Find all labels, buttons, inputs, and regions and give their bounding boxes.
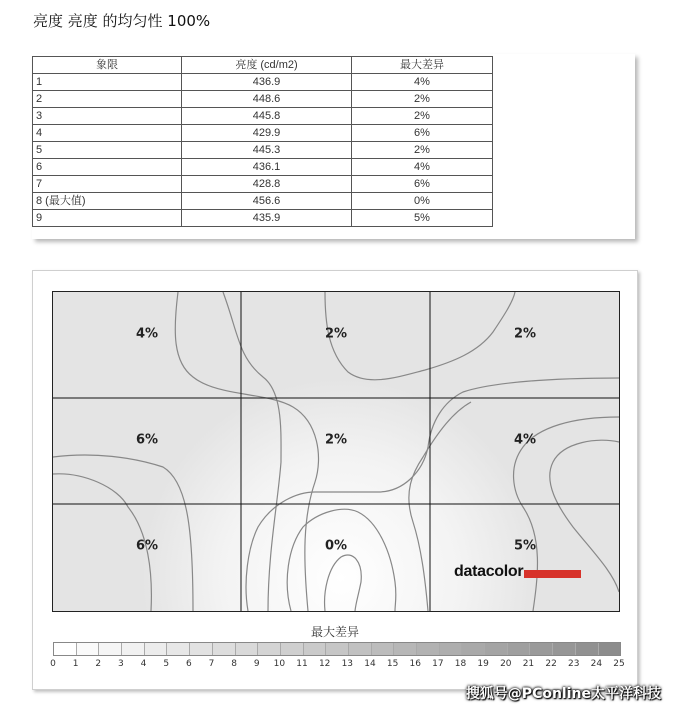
page-title: 亮度 亮度 的均匀性 100% [33,12,211,30]
quadrant-cell: 1 [33,74,182,91]
max-difference-cell: 2% [352,142,493,159]
table-row [33,176,493,193]
legend-swatch [212,643,235,655]
legend-swatch [76,643,99,655]
legend-swatch [575,643,598,655]
legend-tick: 18 [454,659,467,669]
cell-value-r3c2: 0% [324,538,348,554]
legend-tick: 8 [231,659,237,669]
luminance-cell: 445.8 [182,108,352,125]
legend-gradient-scale [53,642,621,656]
header-luminance: 亮度 (cd/m2) [182,57,352,74]
legend-tick: 13 [341,659,354,669]
legend-swatch [166,643,189,655]
logo-text: datacolor [454,563,524,580]
legend-swatch [303,643,326,655]
quadrant-cell: 9 [33,210,182,227]
legend-swatch [439,643,462,655]
table-header-row [33,57,493,74]
table-row [33,193,493,210]
legend-swatch [144,643,167,655]
uniformity-table [32,56,493,227]
cell-value-r3c3: 5% [513,538,537,554]
legend-swatch [461,643,484,655]
legend-tick: 2 [95,659,102,669]
legend-swatch [280,643,303,655]
legend-tick: 12 [318,659,331,669]
header-quadrant: 象限 [33,57,182,74]
watermark: 搜狐号@PConline太平洋科技 [465,686,661,702]
header-max-difference: 最大差异 [352,57,493,74]
luminance-cell: 429.9 [182,125,352,142]
cell-value-r3c1: 6% [135,538,159,554]
legend-swatch [598,643,621,655]
legend-tick: 1 [72,659,79,669]
max-difference-cell: 6% [352,125,493,142]
max-difference-cell: 0% [352,193,493,210]
luminance-cell: 436.9 [182,74,352,91]
luminance-cell: 428.8 [182,176,352,193]
uniformity-table-card [32,54,635,239]
luminance-cell: 435.9 [182,210,352,227]
legend-swatch [235,643,258,655]
legend-swatch [98,643,121,655]
legend-tick: 15 [386,659,399,669]
legend-swatch [325,643,348,655]
legend-tick: 22 [545,659,557,669]
max-difference-cell: 2% [352,108,493,125]
luminance-cell: 456.6 [182,193,352,210]
legend-swatch [189,643,212,655]
max-difference-cell: 4% [352,74,493,91]
legend-tick: 14 [364,659,376,669]
legend-tick: 6 [185,659,192,669]
legend-tick: 7 [208,659,215,669]
legend-tick: 9 [253,659,260,669]
cell-value-r1c3: 2% [513,326,537,342]
quadrant-cell: 3 [33,108,182,125]
legend-swatch [257,643,280,655]
legend-tick: 4 [140,659,147,669]
logo-red-bar [524,570,581,578]
max-difference-cell: 4% [352,159,493,176]
max-difference-cell: 6% [352,176,493,193]
table-row [33,91,493,108]
legend-tick: 25 [613,659,625,669]
max-difference-cell: 5% [352,210,493,227]
table-row [33,74,493,91]
uniformity-chart-card [32,270,638,690]
legend-tick: 5 [163,659,170,669]
table-row [33,108,493,125]
max-difference-cell: 2% [352,91,493,108]
legend-tick: 17 [432,659,444,669]
legend-swatch [416,643,439,655]
legend-tick: 0 [50,659,56,669]
legend-swatch [529,643,552,655]
legend-swatch [552,643,575,655]
quadrant-cell: 6 [33,159,182,176]
legend-swatch [348,643,371,655]
legend-tick: 10 [273,659,286,669]
legend-swatch [484,643,507,655]
legend-tick: 3 [118,659,124,669]
legend-swatch [121,643,144,655]
quadrant-cell: 8 (最大值) [33,193,182,210]
luminance-cell: 445.3 [182,142,352,159]
table-row [33,125,493,142]
legend-tick: 23 [567,659,580,669]
quadrant-cell: 4 [33,125,182,142]
luminance-cell: 436.1 [182,159,352,176]
legend-tick: 24 [590,659,603,669]
cell-value-r2c3: 4% [513,432,537,448]
table-row [33,142,493,159]
legend-title: 最大差异 [310,625,359,639]
legend-tick: 19 [477,659,489,669]
cell-value-r1c2: 2% [324,326,348,342]
legend-swatch [371,643,394,655]
legend-swatch [54,643,76,655]
legend-tick: 16 [409,659,421,669]
quadrant-cell: 7 [33,176,182,193]
legend-tick-labels [50,659,625,673]
datacolor-logo [454,562,581,580]
cell-value-r2c2: 2% [324,432,348,448]
legend-tick: 20 [500,659,512,669]
quadrant-cell: 2 [33,91,182,108]
legend-swatch [507,643,530,655]
luminance-cell: 448.6 [182,91,352,108]
cell-value-r2c1: 6% [135,432,159,448]
legend-swatch [393,643,416,655]
cell-value-r1c1: 4% [135,326,159,342]
table-row [33,210,493,227]
quadrant-cell: 5 [33,142,182,159]
legend-tick: 21 [522,659,535,669]
table-row [33,159,493,176]
legend-tick: 11 [296,659,308,669]
